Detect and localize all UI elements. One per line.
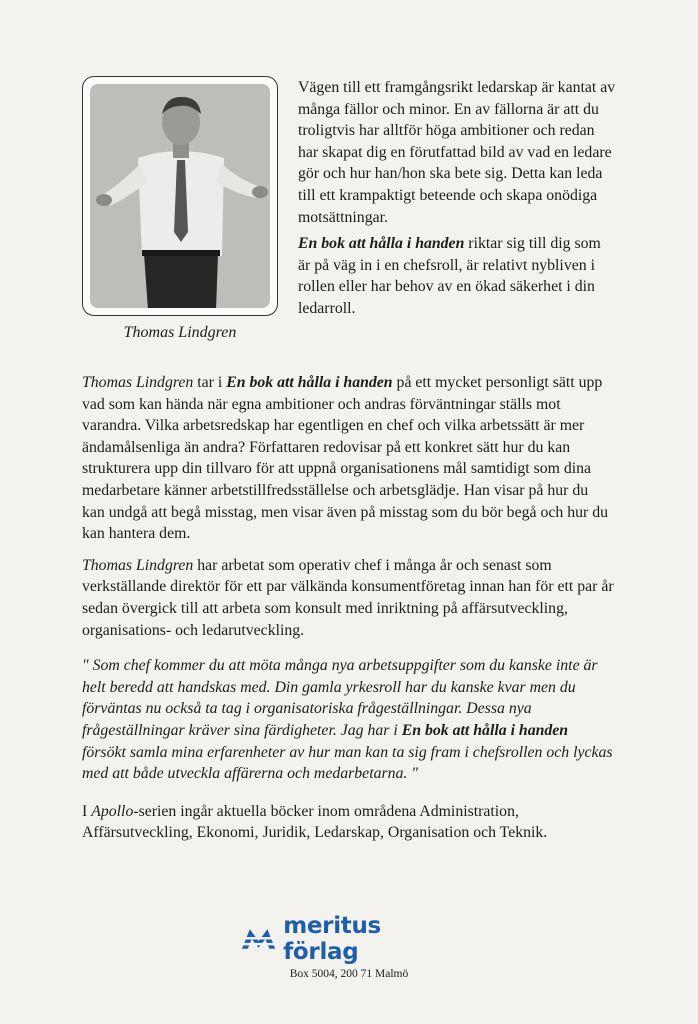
quote-text-b: försökt samla mina erfarenheter av hur man kan ta sig fram i chefsrollen och lyckas med att både utveckla affärerna och medarbetarna. " — [82, 743, 613, 783]
publisher-logo — [240, 913, 460, 965]
author-quote — [82, 655, 614, 785]
body-text — [82, 372, 614, 854]
series-note — [82, 801, 614, 844]
series-text-a: I — [82, 802, 92, 820]
body-paragraph-2-text: har arbetat som operativ chef i många år och senast som verkställande direktör för ett par välkända konsumentföretag innan han för ett par år sedan övergick till att arbeta som konsult med inriktning på affärsutveckling, organisations- och ledarutveckling. — [82, 556, 614, 639]
intro-paragraph-2-text: riktar sig till dig som är på väg in i en chefsroll, är relativt nybliven i rollen eller har behov av en ökad säkerhet i din ledarroll. — [298, 235, 601, 317]
intro-paragraph-2 — [298, 233, 616, 319]
quote-text-a: " Som chef kommer du att möta många nya arbetsuppgifter som du kanske inte är helt beredd att handskas med. Din gamla yrkesroll har du kanske kvar men du förväntas nu också ta tag i organisatoriska frågeställningar. Dessa nya frågeställningar kräver sina färdigheter. Jag har i — [82, 657, 598, 739]
author-photo-frame — [82, 76, 278, 316]
author-name: Thomas Lindgren — [82, 374, 194, 391]
intro-column — [298, 77, 616, 320]
meritus-m-icon — [240, 927, 277, 951]
intro-paragraph-1: Vägen till ett framgångsrikt ledarskap är kantat av många fällor och minor. En av fällorna är att du troligtvis har alltför höga ambitioner och redan har skapat dig en förutfattad bild av vad en ledare gör och hur han/hon ska bete sig. Detta kan leda till ett krampaktigt beteende och skapa onödiga motsättningar. — [298, 79, 616, 226]
publisher-address: Box 5004, 200 71 Malmö — [289, 968, 409, 980]
body-paragraph-2 — [82, 555, 614, 641]
body-paragraph-1-text-b: på ett mycket personligt sätt upp vad som kan hända när egna ambitioner och andras förväntningar ställs mot varandra. Vilka arbetsredskap har egentligen en chef och vilka arbetssätt är mer ändamålsenliga än andra? Författaren redovisar på ett konkret sätt hur du kan strukturera upp din tillvaro för att uppnå organisationens mål samtidigt som dina medarbetare känner arbetstillfredsställelse och arbetsglädje. Han visar på hur du kan undgå att begå misstag, men visar även på misstag som du bör begå och hur du kan hantera dem. — [82, 374, 609, 543]
body-paragraph-1-text-a: tar i — [193, 374, 227, 391]
book-title: En bok att hålla i handen — [298, 235, 465, 253]
series-name: Apollo — [91, 802, 134, 820]
book-title: En bok att hålla i handen — [401, 721, 569, 739]
series-text-b: -serien ingår aktuella böcker inom områdena Administration, Affärsutveckling, Ekonomi, Juridik, Ledarskap, Organisation och Teknik. — [82, 802, 548, 842]
author-name: Thomas Lindgren — [82, 556, 194, 574]
author-portrait-image — [90, 84, 270, 308]
author-photo — [90, 84, 270, 308]
publisher-name: meritus förlag — [283, 913, 381, 965]
book-title: En bok att hålla i handen — [226, 374, 393, 391]
photo-caption: Thomas Lindgren — [123, 324, 237, 341]
body-paragraph-1 — [82, 372, 614, 545]
